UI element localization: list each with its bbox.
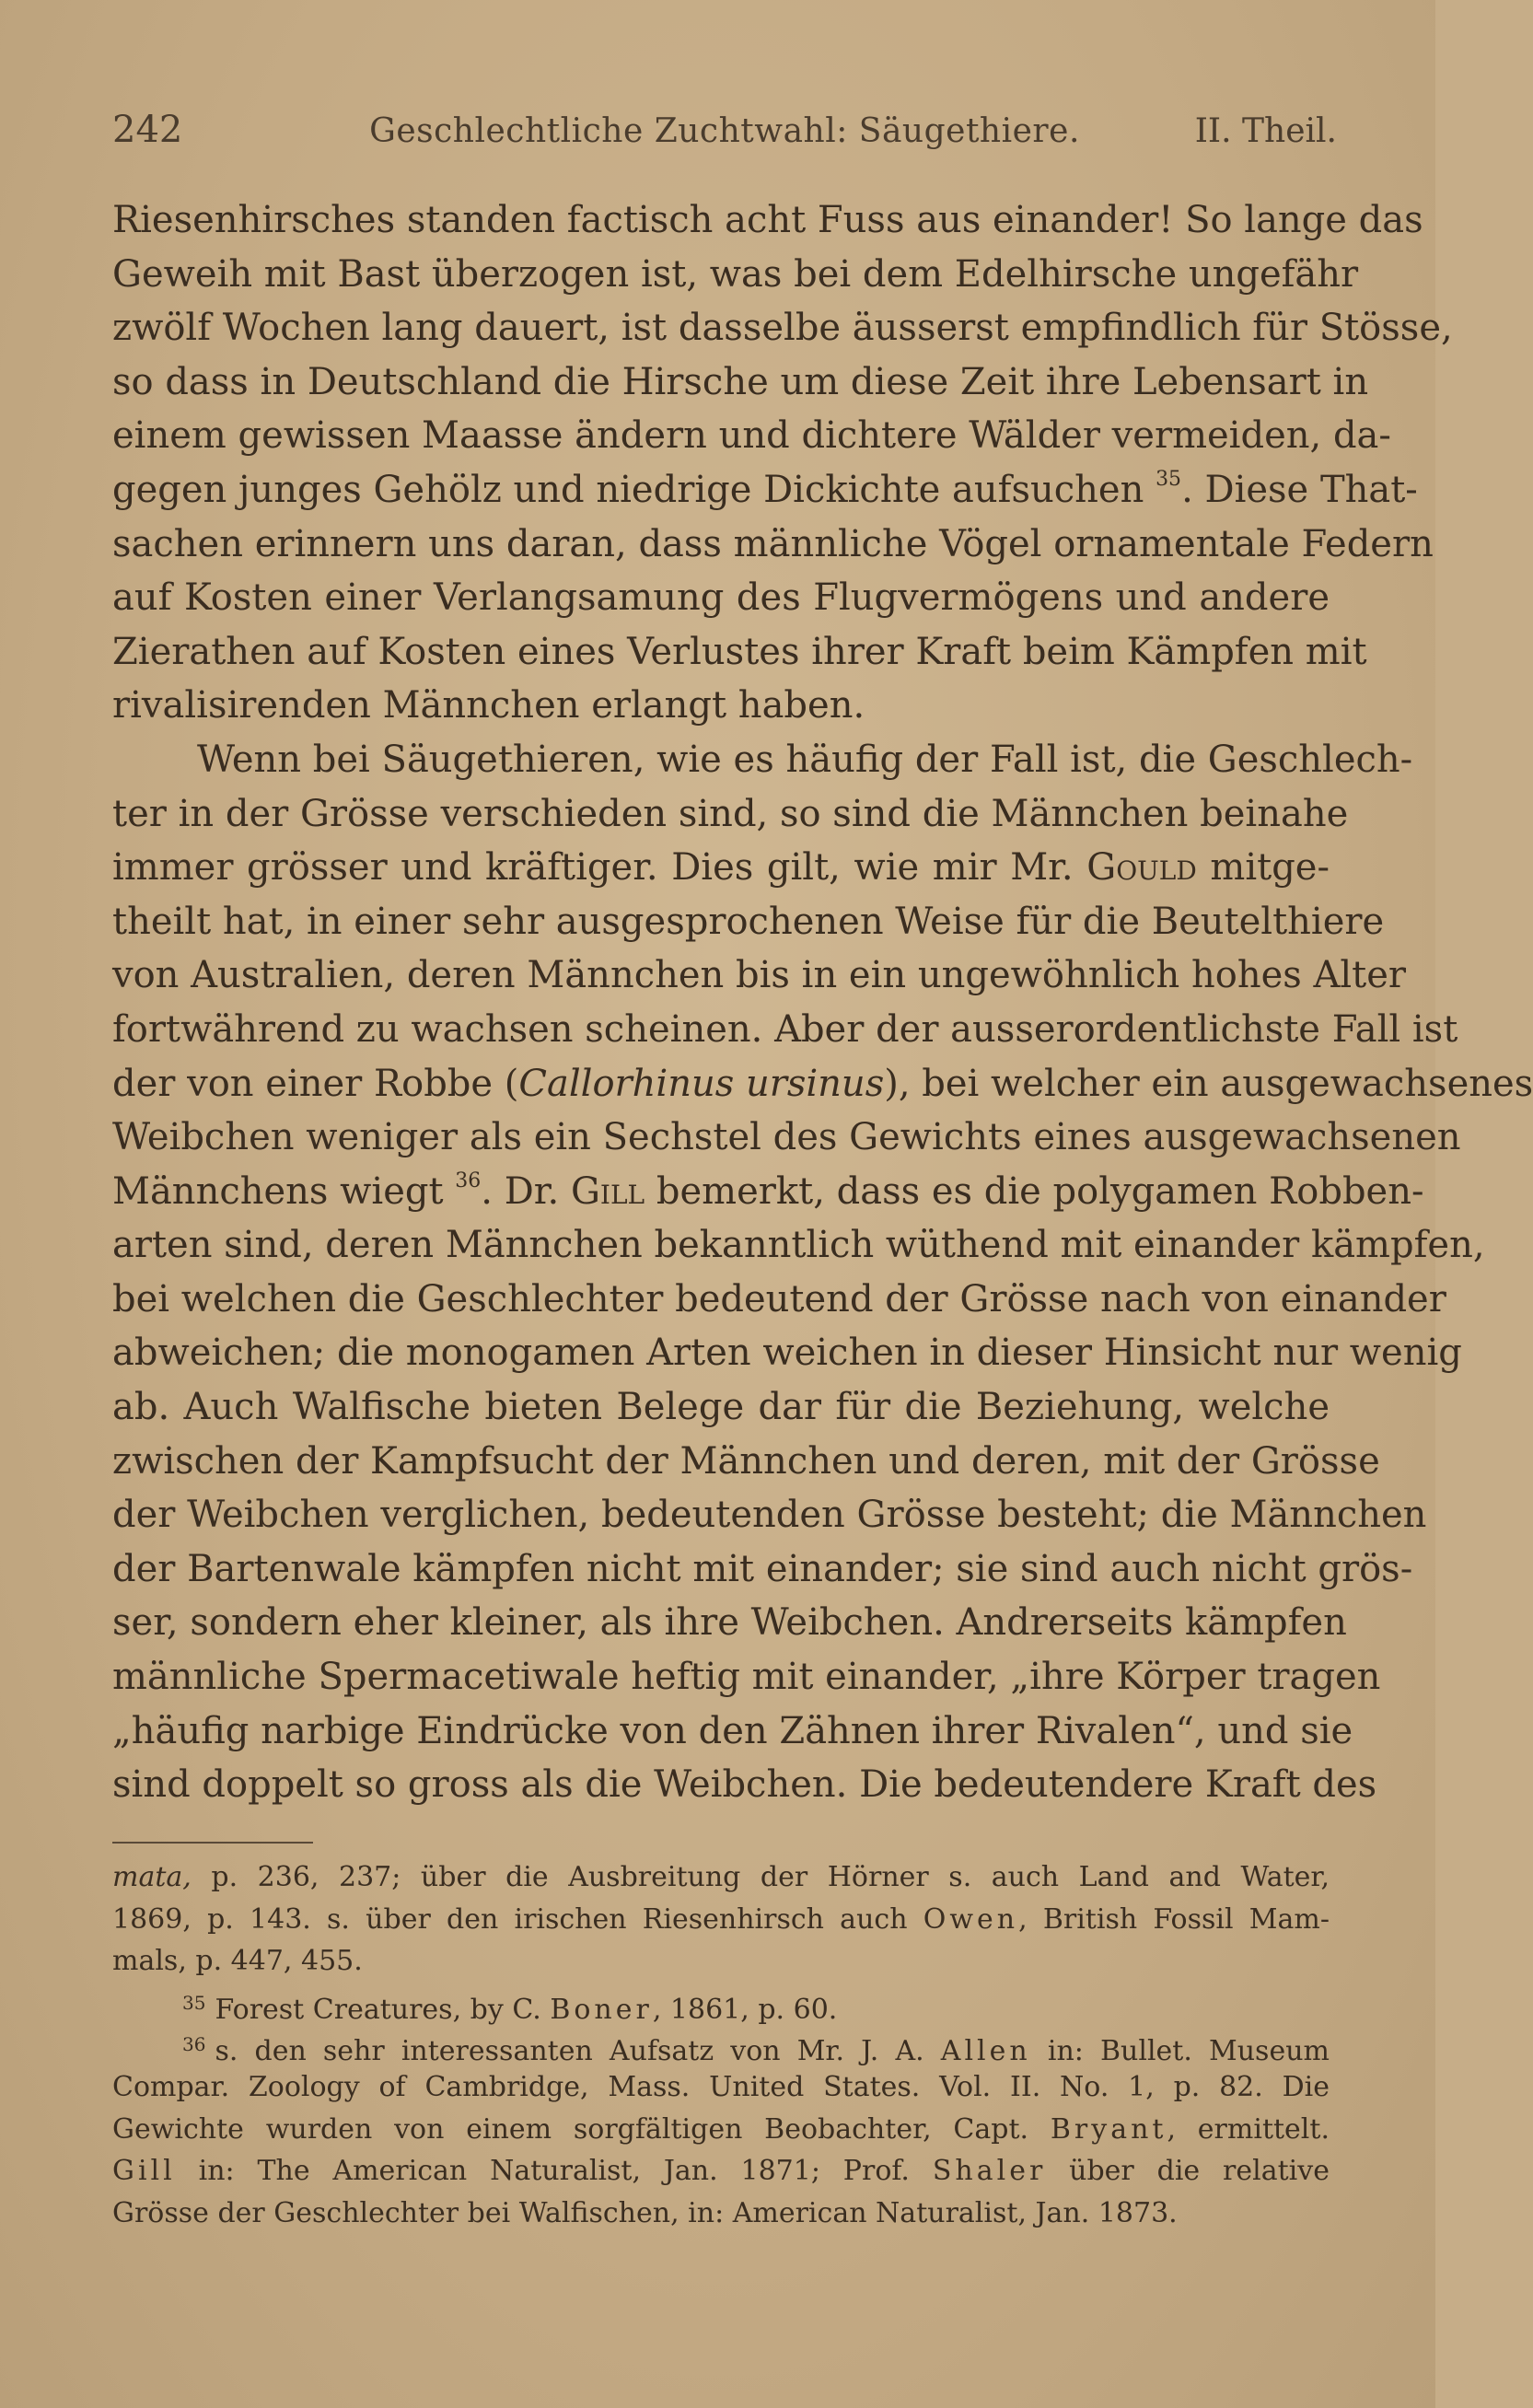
text-segment: , British Fossil Mam- bbox=[1018, 1902, 1330, 1936]
running-header bbox=[112, 109, 1337, 164]
main-text bbox=[112, 193, 1533, 1812]
text-segment: . Dr. bbox=[481, 1169, 560, 1213]
text-segment: Männchens wiegt bbox=[112, 1169, 444, 1213]
text-line: der Weibchen verglichen, bedeutenden Grösse besteht; die Männchen bbox=[112, 1494, 1427, 1537]
footnote-line: Grösse der Geschlechter bei Walfischen, in: American Naturalist, Jan. 1873. bbox=[112, 2196, 1178, 2229]
text-segment: ), bei welcher ein ausgewachsenes bbox=[884, 1062, 1533, 1105]
footnote-divider bbox=[112, 1842, 313, 1844]
author-name: Gill bbox=[112, 2155, 176, 2188]
text-line: Riesenhirsches standen factisch acht Fuss aus einander! So lange das bbox=[112, 199, 1423, 241]
footnote-line bbox=[112, 2109, 1330, 2151]
italic-text: mata, bbox=[112, 1861, 192, 1893]
text-line bbox=[112, 1057, 1533, 1111]
text-line: fortwährend zu wachsen scheinen. Aber der ausserordentlichste Fall ist bbox=[112, 1007, 1458, 1051]
page-number: 242 bbox=[112, 109, 183, 151]
text-segment: , ermittelt. bbox=[1167, 2112, 1330, 2146]
part-label: II. Theil. bbox=[1194, 112, 1337, 150]
text-line: theilt hat, in einer sehr ausgesprochenen Weise für die Beutelthiere bbox=[112, 900, 1385, 943]
footnote-number: 35 bbox=[182, 1991, 206, 2014]
text-line: Geweih mit Bast überzogen ist, was bei dem Edelhirsche ungefähr bbox=[112, 252, 1359, 296]
text-line: einem gewissen Maasse ändern und dichtere Wälder vermeiden, da- bbox=[112, 414, 1391, 458]
text-segment: Gewichte wurden von einem sorgfältigen Beobachter, Capt. bbox=[112, 2112, 1029, 2146]
text-segment: in: The American Naturalist, Jan. 1871; Prof. bbox=[198, 2155, 910, 2188]
footnote-line bbox=[112, 2150, 1330, 2193]
text-line: zwölf Wochen lang dauert, ist dasselbe äusserst empfindlich für Stösse, bbox=[112, 307, 1453, 350]
text-segment: Forest Creatures, by C. bbox=[215, 1993, 541, 2026]
author-name: Gould bbox=[1086, 846, 1197, 890]
footnote-line bbox=[112, 1856, 1330, 1899]
author-name: Boner bbox=[550, 1993, 653, 2026]
text-line: Wenn bei Säugethieren, wie es häufig der Fall ist, die Geschlech- bbox=[197, 738, 1413, 781]
footnote-line: mals, p. 447, 455. bbox=[112, 1945, 363, 1978]
author-name: Allen bbox=[940, 2035, 1031, 2068]
author-name: Shaler bbox=[932, 2155, 1047, 2188]
text-line: auf Kosten einer Verlangsamung des Flugvermögens und andere bbox=[112, 576, 1330, 620]
running-title: Geschlechtliche Zuchtwahl: Säugethiere. bbox=[369, 112, 1080, 150]
text-line: bei welchen die Geschlechter bedeutend der Grösse nach von einander bbox=[112, 1277, 1446, 1320]
text-segment: s. den sehr interessanten Aufsatz von Mr. J. A. bbox=[215, 2035, 924, 2068]
text-segment: gegen junges Gehölz und niedrige Dickichte aufsuchen bbox=[112, 468, 1144, 511]
text-line: ser, sondern eher kleiner, als ihre Weibchen. Andrerseits kämpfen bbox=[112, 1601, 1347, 1645]
text-line: ab. Auch Walfische bieten Belege dar für die Beziehung, welche bbox=[112, 1386, 1330, 1429]
footnote-36 bbox=[112, 2024, 1330, 2066]
text-segment: immer grösser und kräftiger. Dies gilt, wie mir Mr. bbox=[112, 846, 1074, 890]
species-name: Callorhinus ursinus bbox=[518, 1062, 885, 1105]
text-segment: in: Bullet. Museum bbox=[1047, 2035, 1330, 2068]
footnotes bbox=[112, 1856, 1330, 2234]
text-line bbox=[112, 463, 1418, 518]
footnote-ref-35: 35 bbox=[1156, 467, 1182, 491]
text-line: männliche Spermacetiwale heftig mit einander, „ihre Körper tragen bbox=[112, 1656, 1381, 1699]
text-segment: p. 236, 237; über die Ausbreitung der Hörner s. auch Land and Water, bbox=[211, 1861, 1330, 1893]
footnote-35 bbox=[112, 1983, 1330, 2025]
text-segment: über die relative bbox=[1069, 2155, 1330, 2188]
text-line: Zierathen auf Kosten eines Verlustes ihrer Kraft beim Kämpfen mit bbox=[112, 630, 1367, 673]
text-segment: 1869, p. 143. s. über den irischen Riesenhirsch auch bbox=[112, 1902, 908, 1936]
author-name: Gill bbox=[570, 1169, 645, 1213]
text-line: so dass in Deutschland die Hirsche um diese Zeit ihre Lebensart in bbox=[112, 360, 1369, 403]
text-line: sind doppelt so gross als die Weibchen. Die bedeutendere Kraft des bbox=[112, 1763, 1377, 1807]
footnote-number: 36 bbox=[182, 2033, 206, 2056]
text-segment: bemerkt, dass es die polygamen Robben- bbox=[656, 1169, 1424, 1213]
text-line bbox=[112, 841, 1330, 895]
text-line: der Bartenwale kämpfen nicht mit einander; sie sind auch nicht grös- bbox=[112, 1547, 1413, 1590]
footnote-line bbox=[112, 1899, 1330, 1941]
text-segment: . Diese That- bbox=[1181, 468, 1418, 511]
text-segment: mitge- bbox=[1210, 846, 1330, 890]
author-name: Owen bbox=[923, 1902, 1019, 1936]
text-line: von Australien, deren Männchen bis in ein ungewöhnlich hohes Alter bbox=[112, 954, 1407, 997]
text-line: arten sind, deren Männchen bekanntlich wüthend mit einander kämpfen, bbox=[112, 1224, 1485, 1267]
text-line: ter in der Grösse verschieden sind, so sind die Männchen beinahe bbox=[112, 792, 1349, 835]
footnote-line: Compar. Zoology of Cambridge, Mass. United States. Vol. II. No. 1, p. 82. Die bbox=[112, 2070, 1330, 2103]
footnote-ref-36: 36 bbox=[455, 1169, 482, 1192]
text-segment: der von einer Robbe ( bbox=[112, 1062, 519, 1105]
text-line: zwischen der Kampfsucht der Männchen und deren, mit der Grösse bbox=[112, 1439, 1380, 1483]
text-segment: , 1861, p. 60. bbox=[652, 1993, 838, 2026]
text-line: Weibchen weniger als ein Sechstel des Gewichts eines ausgewachsenen bbox=[112, 1116, 1461, 1159]
text-line: abweichen; die monogamen Arten weichen in dieser Hinsicht nur wenig bbox=[112, 1332, 1462, 1375]
text-line: sachen erinnern uns daran, dass männliche Vögel ornamentale Federn bbox=[112, 522, 1434, 565]
text-line bbox=[112, 1165, 1424, 1219]
author-name: Bryant bbox=[1050, 2112, 1167, 2146]
text-line: „häufig narbige Eindrücke von den Zähnen ihrer Rivalen“, und sie bbox=[112, 1709, 1353, 1752]
text-line: rivalisirenden Männchen erlangt haben. bbox=[112, 684, 865, 727]
